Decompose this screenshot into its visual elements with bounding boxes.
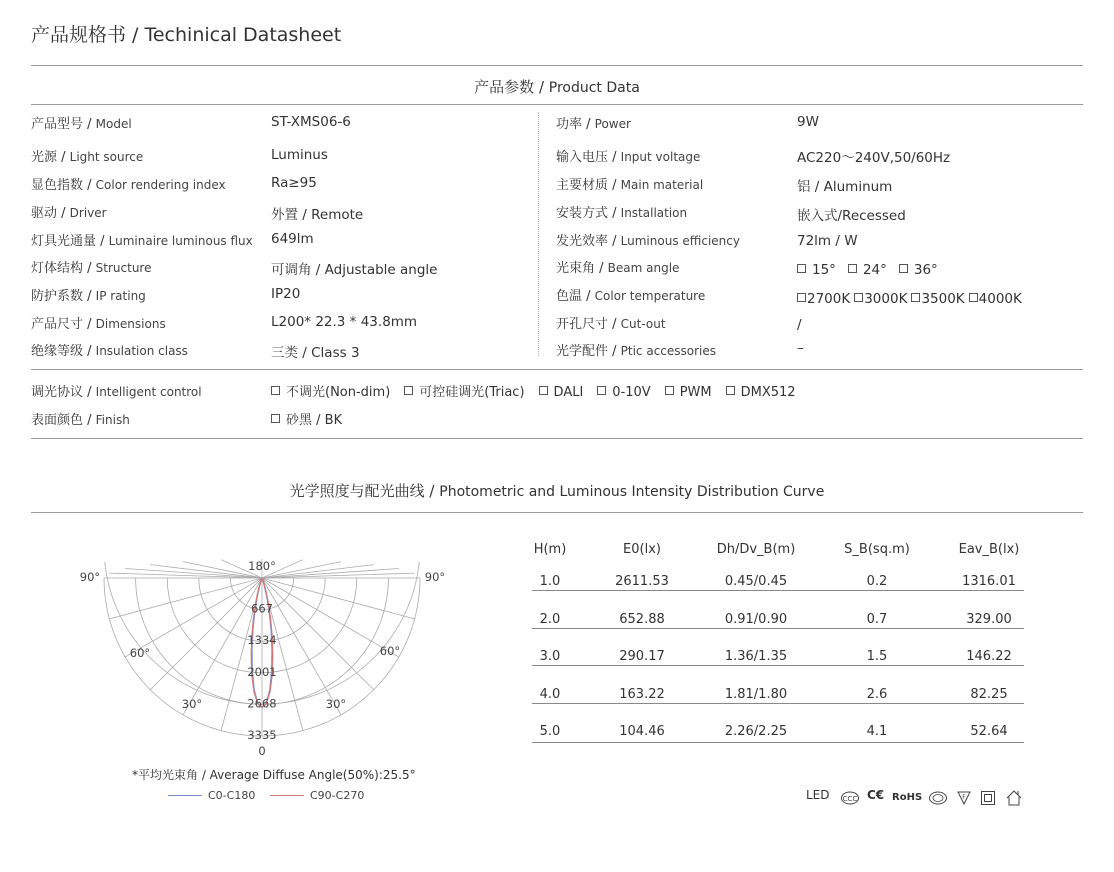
option-checkbox[interactable]: 0-10V xyxy=(597,385,650,400)
row-rule xyxy=(532,703,1024,704)
spec-label: 色温 / Color temperature xyxy=(556,289,706,304)
table-cell: 1.81/1.80 xyxy=(724,686,788,702)
option-checkbox[interactable]: 3500K xyxy=(911,291,964,307)
grid-ray xyxy=(262,578,415,619)
angle-label: 30° xyxy=(181,697,203,711)
column-header: Eav_B(lx) xyxy=(958,542,1020,557)
spec-label: 显色指数 / Color rendering index xyxy=(31,178,226,193)
column-header: H(m) xyxy=(533,542,567,557)
checkbox-icon xyxy=(848,264,857,273)
table-row xyxy=(532,687,1024,707)
checkbox-icon xyxy=(404,386,413,395)
spec-label: 防护系数 / IP rating xyxy=(31,289,146,304)
spec-value: 649lm xyxy=(271,231,314,247)
column-header: S_B(sq.m) xyxy=(844,542,910,557)
spec-value: / xyxy=(797,317,802,333)
spec-label: 光学配件 / Ptic accessories xyxy=(556,344,717,359)
table-cell: 4.0 xyxy=(539,686,561,702)
class-ii-icon xyxy=(980,790,996,810)
table-cell: 52.64 xyxy=(970,724,1008,739)
spec-label: 功率 / Power xyxy=(556,117,631,132)
row-rule xyxy=(532,628,1024,629)
spec-value xyxy=(797,262,950,278)
rohs-icon: RoHS xyxy=(892,792,923,803)
table-cell: 1.5 xyxy=(866,649,888,664)
table-header xyxy=(532,542,1024,562)
table-cell: 0.45/0.45 xyxy=(724,574,788,589)
product-data-heading: 产品参数 / Product Data xyxy=(474,78,640,96)
spec-value xyxy=(797,291,1026,307)
grid-ray xyxy=(262,578,399,657)
checkbox-icon xyxy=(797,264,806,273)
angle-label: 60° xyxy=(129,646,151,660)
finish-options xyxy=(271,409,356,428)
angle-label: 90° xyxy=(424,570,446,584)
spec-label: 光束角 / Beam angle xyxy=(556,261,680,276)
table-cell: 146.22 xyxy=(966,649,1012,664)
option-checkbox[interactable]: 4000K xyxy=(969,291,1022,307)
svg-text:F: F xyxy=(962,794,966,801)
option-checkbox[interactable]: 3000K xyxy=(854,291,907,307)
radial-label: 2668 xyxy=(247,696,277,711)
option-checkbox[interactable]: 36° xyxy=(899,262,938,278)
legend-swatch xyxy=(168,795,202,796)
table-cell: 290.17 xyxy=(619,649,665,664)
option-checkbox[interactable]: 24° xyxy=(848,262,887,278)
radial-label: 2001 xyxy=(247,664,277,679)
control-label: 调光协议 / Intelligent control xyxy=(31,385,202,400)
column-header: Dh/Dv_B(m) xyxy=(716,542,796,557)
spec-label: 产品尺寸 / Dimensions xyxy=(31,317,166,332)
table-cell: 652.88 xyxy=(619,611,665,627)
polar-intensity-diagram xyxy=(70,540,460,765)
angle-label: 30° xyxy=(325,697,347,711)
angle-label: 60° xyxy=(379,644,401,658)
table-cell: 3.0 xyxy=(539,649,561,664)
table-cell: 0.7 xyxy=(866,611,888,627)
checkbox-icon xyxy=(597,386,606,395)
table-cell: 1.0 xyxy=(539,574,561,589)
spec-value: IP20 xyxy=(271,286,301,302)
spec-value: ST-XMS06-6 xyxy=(271,114,351,130)
table-cell: 2.0 xyxy=(539,611,561,627)
checkbox-icon xyxy=(726,386,735,395)
spec-label: 主要材质 / Main material xyxy=(556,178,704,193)
spec-label: 开孔尺寸 / Cut-out xyxy=(556,317,666,332)
checkbox-icon xyxy=(911,293,920,302)
grid-ray xyxy=(262,578,374,690)
table-cell: 1316.01 xyxy=(962,574,1016,589)
ce-icon: C€ xyxy=(867,788,885,802)
table-cell: 4.1 xyxy=(866,724,888,739)
radial-label: 1334 xyxy=(247,633,277,648)
page-title: 产品规格书 / Techinical Datasheet xyxy=(31,24,342,46)
spec-value: 嵌入式/Recessed xyxy=(797,208,906,224)
finish-label: 表面颜色 / Finish xyxy=(31,413,130,428)
table-cell: 329.00 xyxy=(966,611,1012,627)
checkbox-icon xyxy=(665,386,674,395)
grid-ray xyxy=(109,578,262,619)
beam-angle-footnote: *平均光束角 / Average Diffuse Angle(50%):25.5° xyxy=(132,768,416,782)
table-row xyxy=(532,724,1024,744)
spec-value: 9W xyxy=(797,114,819,130)
checkbox-icon xyxy=(969,293,978,302)
checkbox-icon xyxy=(539,386,548,395)
angle-label: 90° xyxy=(79,570,101,584)
column-separator xyxy=(538,112,539,356)
spec-label: 输入电压 / Input voltage xyxy=(556,150,701,165)
table-cell: 5.0 xyxy=(539,724,561,739)
option-checkbox[interactable]: 可控硅调光(Triac) xyxy=(404,385,524,400)
table-cell: 2.26/2.25 xyxy=(724,724,788,739)
spec-value: 三类 / Class 3 xyxy=(271,345,360,361)
radial-label: 3335 xyxy=(247,728,277,742)
option-checkbox[interactable]: PWM xyxy=(665,385,712,400)
table-cell: 2.6 xyxy=(866,686,888,702)
photometric-heading: 光学照度与配光曲线 / Photometric and Luminous Intensity Distribution Curve xyxy=(289,482,825,500)
checkbox-icon xyxy=(271,414,280,423)
angle-label: 180° xyxy=(248,559,276,573)
table-cell: 0.91/0.90 xyxy=(724,611,788,627)
spec-value: L200* 22.3 * 43.8mm xyxy=(271,314,418,330)
divider xyxy=(31,104,1083,105)
checkbox-icon xyxy=(797,293,806,302)
f-mark-icon xyxy=(956,790,972,810)
table-row xyxy=(532,612,1024,632)
checkbox-icon xyxy=(854,293,863,302)
spec-value: 外置 / Remote xyxy=(271,207,364,223)
spec-value: 可调角 / Adjustable angle xyxy=(271,262,438,278)
spec-label: 灯具光通量 / Luminaire luminous flux xyxy=(31,234,253,249)
legend-swatch xyxy=(270,795,304,796)
ccc-icon xyxy=(840,790,860,810)
spec-label: 安装方式 / Installation xyxy=(556,206,688,221)
option-checkbox[interactable]: 2700K xyxy=(797,291,850,307)
option-checkbox[interactable]: DMX512 xyxy=(726,385,796,400)
spec-label: 光源 / Light source xyxy=(31,150,144,165)
table-cell: 163.22 xyxy=(619,686,665,702)
spec-value: – xyxy=(797,340,804,356)
spec-value: 72lm / W xyxy=(797,233,858,249)
option-checkbox[interactable]: DALI xyxy=(539,385,584,400)
table-cell: 104.46 xyxy=(619,724,665,739)
table-cell: 2611.53 xyxy=(615,574,669,589)
cqc-icon xyxy=(928,790,948,810)
control-options xyxy=(271,381,810,400)
angle-label: 0 xyxy=(258,744,266,758)
table-row xyxy=(532,649,1024,669)
spec-label: 绝缘等级 / Insulation class xyxy=(31,344,188,359)
grid-ray xyxy=(150,578,262,690)
spec-value: Luminus xyxy=(271,147,328,163)
checkbox-icon xyxy=(899,264,908,273)
spec-label: 灯体结构 / Structure xyxy=(31,261,152,276)
option-checkbox[interactable]: 砂黑 / BK xyxy=(271,413,342,428)
spec-value: AC220～240V,50/60Hz xyxy=(797,150,951,166)
legend-c0: C0-C180 xyxy=(168,789,255,802)
spec-value: 铝 / Aluminum xyxy=(797,179,893,195)
table-row xyxy=(532,574,1024,594)
spec-label: 驱动 / Driver xyxy=(31,206,107,221)
table-cell: 82.25 xyxy=(970,686,1008,702)
legend-c90: C90-C270 xyxy=(270,789,364,802)
divider xyxy=(31,369,1083,370)
option-checkbox[interactable]: 15° xyxy=(797,262,836,278)
row-rule xyxy=(532,590,1024,591)
svg-text:CCC: CCC xyxy=(842,795,858,803)
spec-label: 产品型号 / Model xyxy=(31,117,132,132)
divider xyxy=(31,65,1083,66)
led-mark: LED xyxy=(806,788,830,802)
spec-label: 发光效率 / Luminous efficiency xyxy=(556,234,740,249)
divider xyxy=(31,512,1083,513)
option-checkbox[interactable]: 不调光(Non-dim) xyxy=(271,385,390,400)
radial-label: 667 xyxy=(251,601,273,616)
row-rule xyxy=(532,742,1024,743)
table-cell: 0.2 xyxy=(866,574,888,589)
table-cell: 1.36/1.35 xyxy=(724,649,788,664)
column-header: E0(lx) xyxy=(623,542,661,557)
spec-value: Ra≥95 xyxy=(271,175,317,191)
checkbox-icon xyxy=(271,386,280,395)
divider xyxy=(31,438,1083,439)
row-rule xyxy=(532,665,1024,666)
indoor-use-icon xyxy=(1004,788,1024,808)
